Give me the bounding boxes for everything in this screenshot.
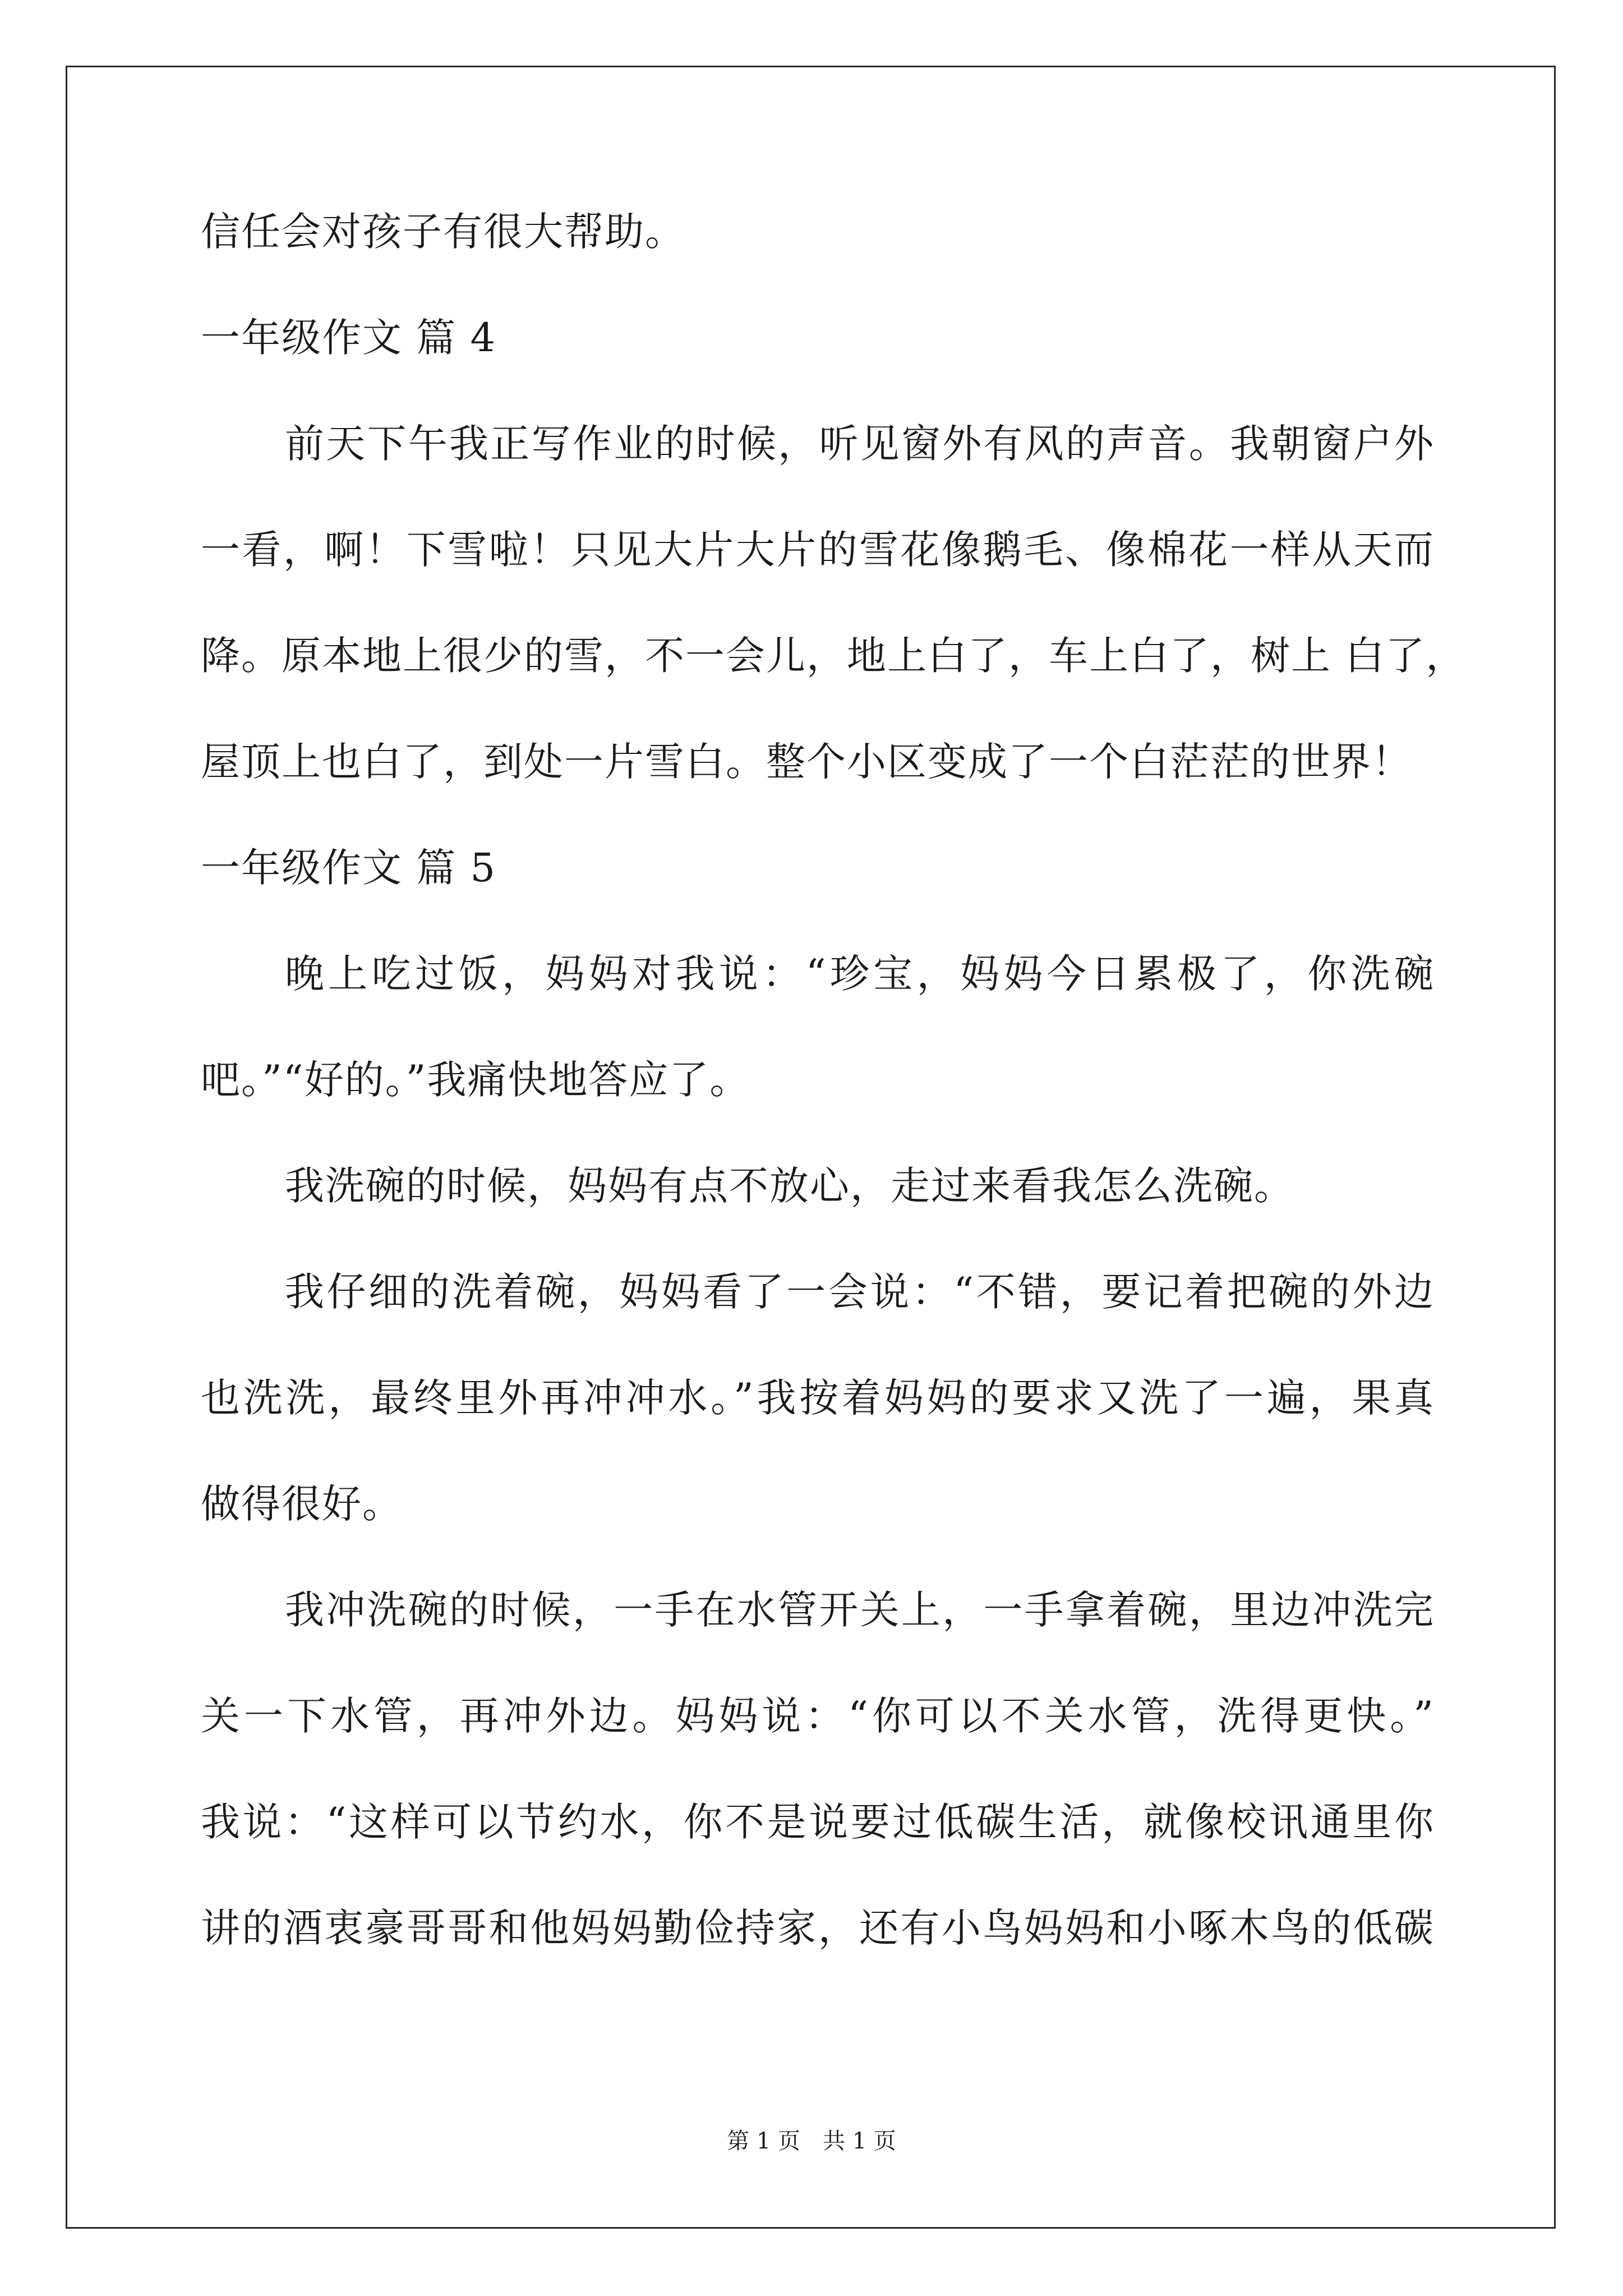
paragraph-line: 前天下午我正写作业的时候，听见窗外有风的声音。我朝窗户外 — [285, 421, 1435, 467]
paragraph-line: 也洗洗，最终里外再冲冲水。”我按着妈妈的要求又洗了一遍，果真 — [201, 1375, 1435, 1421]
document-body — [201, 209, 1467, 2014]
page-footer — [0, 2129, 1623, 2154]
paragraph-line: 我冲洗碗的时候，一手在水管开关上，一手拿着碗，里边冲洗完 — [285, 1587, 1435, 1633]
paragraph-line: 讲的酒衷豪哥哥和他妈妈勤俭持家，还有小鸟妈妈和小啄木鸟的低碳 — [201, 1905, 1435, 1951]
paragraph-line: 晚上吃过饭，妈妈对我说：“珍宝，妈妈今日累极了，你洗碗 — [285, 951, 1435, 997]
paragraph-line: 做得很好。 — [201, 1481, 403, 1527]
paragraph-line: 我仔细的洗着碗，妈妈看了一会说：“不错，要记着把碗的外边 — [285, 1269, 1435, 1315]
paragraph-line: 吧。”“好的。”我痛快地答应了。 — [201, 1057, 750, 1103]
paragraph-line: 我洗碗的时候，妈妈有点不放心，走过来看我怎么洗碗。 — [285, 1163, 1294, 1209]
paragraph-line: 关一下水管，再冲外边。妈妈说：“你可以不关水管，洗得更快。” — [201, 1693, 1435, 1739]
section-heading: 一年级作文 篇 5 — [201, 845, 497, 891]
section-heading: 一年级作文 篇 4 — [201, 315, 497, 361]
paragraph-line: 一看，啊！下雪啦！只见大片大片的雪花像鹅毛、像棉花一样从天而 — [201, 527, 1435, 573]
paragraph-line: 我说：“这样可以节约水，你不是说要过低碳生活，就像校讯通里你 — [201, 1799, 1435, 1845]
paragraph-line: 屋顶上也白了，到处一片雪白。整个小区变成了一个白茫茫的世界！ — [201, 739, 1412, 785]
paragraph-line: 信任会对孩子有很大帮助。 — [201, 209, 685, 255]
page-number: 第 1 页 共 1 页 — [727, 2128, 896, 2154]
paragraph-line: 降。原本地上很少的雪，不一会儿，地上白了，车上白了，树上 白了， — [201, 633, 1467, 679]
